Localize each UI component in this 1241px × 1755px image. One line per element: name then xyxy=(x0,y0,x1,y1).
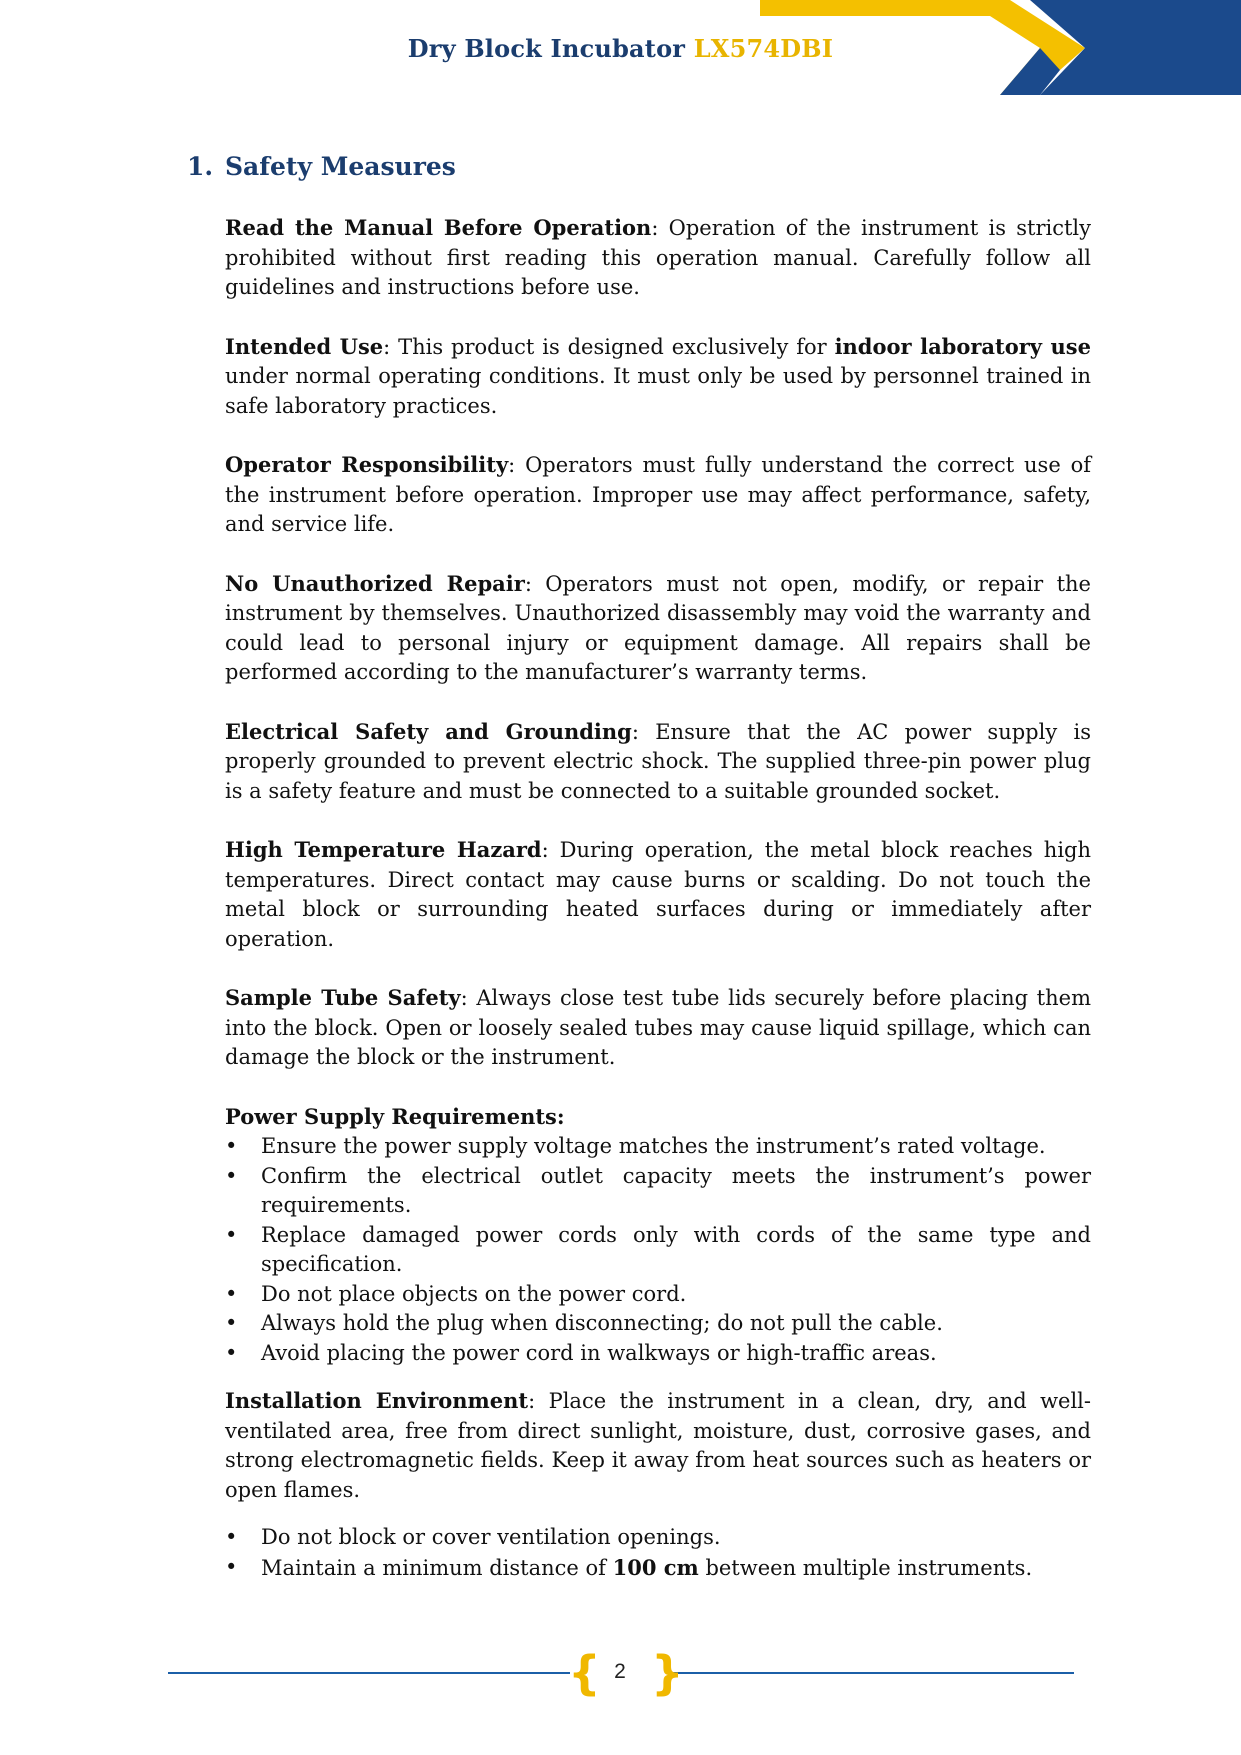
title-prefix: Dry Block Incubator xyxy=(407,34,694,63)
label-operator-responsibility: Operator Responsibility xyxy=(225,452,509,477)
right-brace-decoration: } xyxy=(651,1646,684,1700)
item2-text-b: between multiple instruments. xyxy=(698,1555,1033,1580)
paragraph-operator-responsibility xyxy=(225,450,1091,540)
text-no-repair: : Operators must not open, modify, or repair the instrument by themselves. Unauthorized disassembly may void the warranty and could lead to personal injury or equipment damage. All repairs shall be performed according to the manufacturer’s warranty terms. xyxy=(225,571,1091,684)
power-supply-heading xyxy=(225,1102,1091,1133)
item2-text-a: Maintain a minimum distance of xyxy=(261,1555,613,1580)
item2-bold: 100 cm xyxy=(612,1554,699,1580)
document-title xyxy=(0,34,1241,63)
label-installation: Installation Environment xyxy=(225,1388,529,1413)
paragraph-high-temp xyxy=(225,835,1091,954)
label-intended-use: Intended Use xyxy=(225,333,384,359)
text-intended-use-bold: indoor laboratory use xyxy=(834,333,1091,359)
label-no-repair: No Unauthorized Repair xyxy=(225,570,525,596)
list-item: • Always hold the plug when disconnecting; do not pull the cable. xyxy=(225,1309,1091,1339)
footer-line-right xyxy=(668,1672,1074,1674)
text-installation: : Place the instrument in a clean, dry, and well-ventilated area, free from direct sunlight, moisture, dust, corrosive gases, and strong electromagnetic fields. Keep it away from heat sources such as heaters or open flames. xyxy=(225,1389,1091,1502)
text-intended-use-b: under normal operating conditions. It must only be used by personnel trained in safe laboratory practices. xyxy=(225,364,1091,418)
list-item: • Replace damaged power cords only with cords of the same type and specification. xyxy=(225,1221,1091,1280)
section-number: 1. xyxy=(187,152,214,181)
list-item: • Avoid placing the power cord in walkways or high-traffic areas. xyxy=(225,1339,1091,1369)
page-number: 2 xyxy=(614,1660,626,1683)
text-high-temp: : During operation, the metal block reaches high temperatures. Direct contact may cause burns or scalding. Do not touch the metal block or surrounding heated surfaces during or immediately after operation. xyxy=(225,838,1092,951)
paragraph-installation xyxy=(225,1386,1091,1505)
installation-list xyxy=(225,1523,1091,1583)
list-item: • Do not place objects on the power cord. xyxy=(225,1280,1091,1310)
text-sample-tube: : Always close test tube lids securely before placing them into the block. Open or loosely sealed tubes may cause liquid spillage, which can damage the block or the instrument. xyxy=(225,986,1091,1069)
label-electrical: Electrical Safety and Grounding xyxy=(225,718,632,744)
left-brace-decoration: { xyxy=(568,1646,601,1700)
section-title: Safety Measures xyxy=(225,152,456,181)
list-item: • Ensure the power supply voltage matches the instrument’s rated voltage. xyxy=(225,1132,1091,1162)
label-read-manual: Read the Manual Before Operation xyxy=(225,215,652,240)
text-electrical: : Ensure that the AC power supply is properly grounded to prevent electric shock. The supplied three-pin power plug is a safety feature and must be connected to a suitable grounded socket. xyxy=(225,719,1091,803)
page-content xyxy=(225,213,1091,1583)
label-power-supply: Power Supply Requirements: xyxy=(225,1103,565,1129)
list-item xyxy=(225,1553,1091,1584)
list-item: • Confirm the electrical outlet capacity meets the instrument’s power requirements. xyxy=(225,1162,1091,1221)
text-intended-use-a: : This product is designed exclusively for xyxy=(383,334,835,359)
model-number: LX574DBI xyxy=(693,34,834,63)
paragraph-read-manual xyxy=(225,213,1091,303)
paragraph-electrical xyxy=(225,717,1091,807)
section-heading xyxy=(187,152,456,181)
footer-line-left xyxy=(168,1672,570,1674)
power-supply-list xyxy=(225,1132,1091,1368)
paragraph-sample-tube xyxy=(225,983,1091,1073)
text-operator-responsibility: : Operators must fully understand the correct use of the instrument before operation. Improper use may affect performance, safety, and service life. xyxy=(225,453,1091,536)
paragraph-intended-use xyxy=(225,332,1091,422)
paragraph-no-repair xyxy=(225,569,1091,688)
label-high-temp: High Temperature Hazard xyxy=(225,837,542,862)
label-sample-tube: Sample Tube Safety xyxy=(225,985,461,1010)
list-item: • Do not block or cover ventilation openings. xyxy=(225,1523,1091,1553)
text-read-manual: : Operation of the instrument is strictly prohibited without first reading this operation manual. Carefully follow all guidelines and instructions before use. xyxy=(225,216,1091,299)
